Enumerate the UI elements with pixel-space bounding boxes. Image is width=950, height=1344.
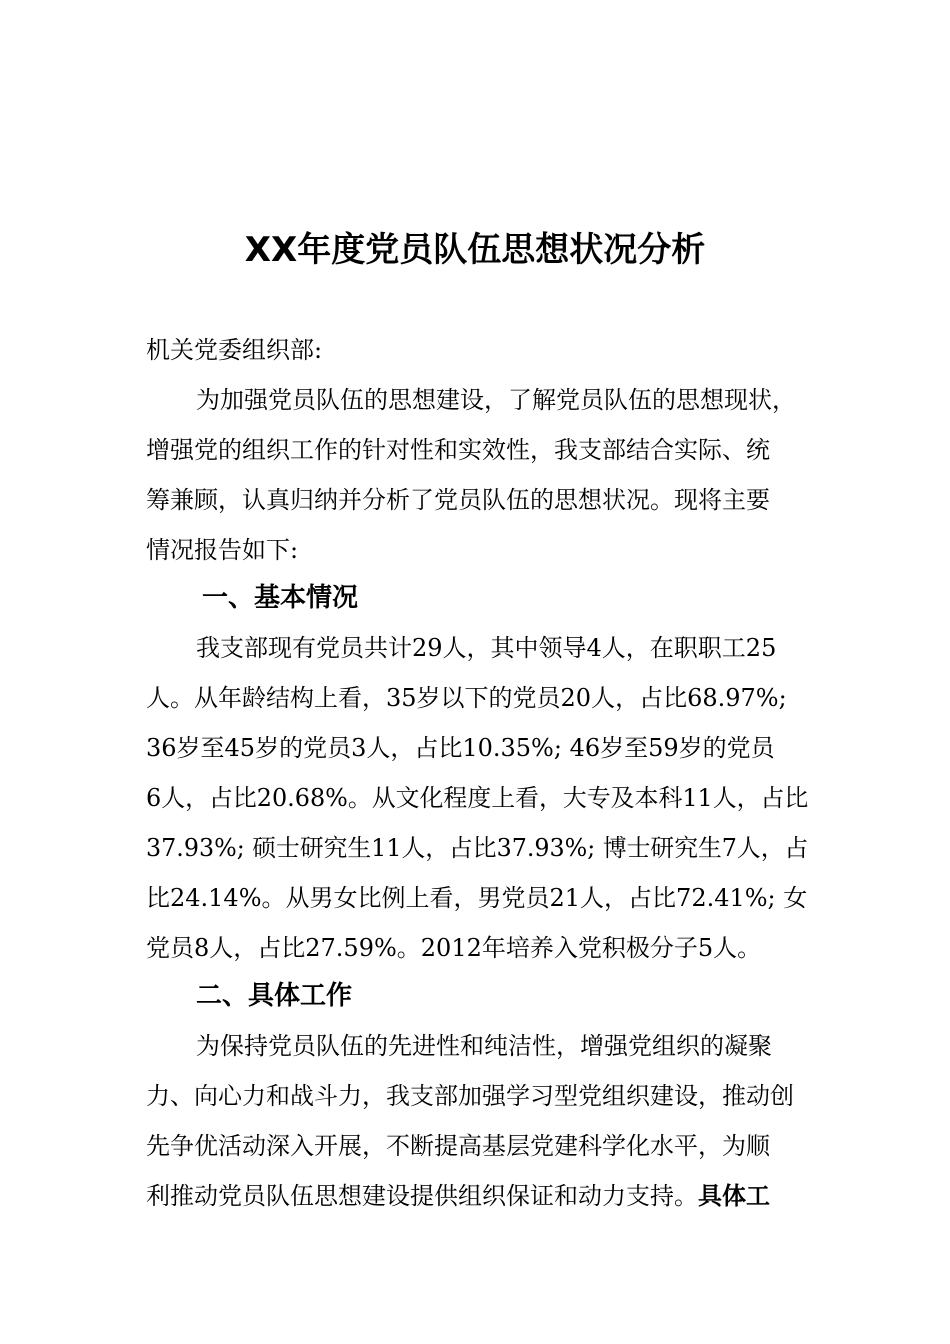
section1-line-3: 36岁至45岁的党员3人，占比10.35%; 46岁至59岁的党员 xyxy=(146,734,775,762)
section2-line-4 xyxy=(146,1178,770,1214)
section1-line-6: 比24.14%。从男女比例上看，男党员21人，占比72.41%; 女 xyxy=(146,884,808,912)
section1-line-1: 我支部现有党员共计29人，其中领导4人，在职职工25 xyxy=(196,634,777,662)
section2-line-2: 力、向心力和战斗力，我支部加强学习型党组织建设，推动创 xyxy=(146,1082,794,1110)
intro-line-2: 增强党的组织工作的针对性和实效性，我支部结合实际、统 xyxy=(146,436,770,464)
section1-line-4: 6人，占比20.68%。从文化程度上看，大专及本科11人，占比 xyxy=(146,784,809,812)
section2-line-4-bold: 具体工 xyxy=(698,1182,770,1210)
salutation: 机关党委组织部: xyxy=(146,336,323,364)
section2-line-3: 先争优活动深入开展，不断提高基层党建科学化水平，为顺 xyxy=(146,1132,770,1160)
section-heading-basic: 一、基本情况 xyxy=(202,583,359,613)
section-heading-work: 二、具体工作 xyxy=(196,981,353,1011)
section1-line-5: 37.93%; 硕士研究生11人，占比37.93%; 博士研究生7人，占 xyxy=(146,834,809,862)
section1-line-7: 党员8人，占比27.59%。2012年培养入党积极分子5人。 xyxy=(146,934,762,962)
intro-line-4: 情况报告如下: xyxy=(146,536,299,564)
section1-line-2: 人。从年龄结构上看，35岁以下的党员20人，占比68.97%; xyxy=(146,684,787,712)
section2-line-1: 为保持党员队伍的先进性和纯洁性，增强党组织的凝聚 xyxy=(196,1032,772,1060)
intro-line-3: 筹兼顾，认真归纳并分析了党员队伍的思想状况。现将主要 xyxy=(146,486,770,514)
intro-line-1: 为加强党员队伍的思想建设，了解党员队伍的思想现状， xyxy=(196,386,796,414)
section2-line-4-text: 利推动党员队伍思想建设提供组织保证和动力支持。 xyxy=(146,1182,698,1210)
document-title: XX年度党员队伍思想状况分析 xyxy=(244,230,706,270)
